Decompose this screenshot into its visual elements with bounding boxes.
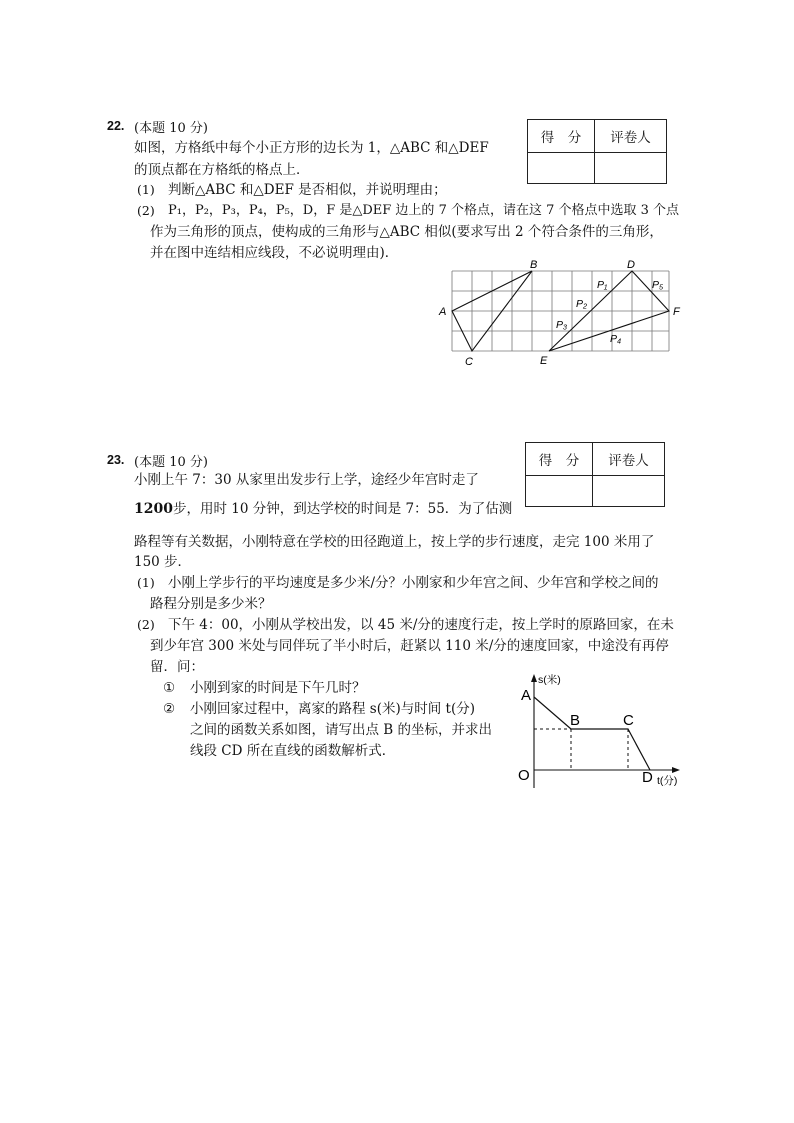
label-P4: P₄: [610, 333, 622, 345]
score-cell[interactable]: [526, 476, 593, 507]
label-A: A: [521, 687, 532, 704]
q23-number: 23.: [107, 453, 125, 467]
q22-intro-line1: 如图，方格纸中每个小正方形的边长为 1，△ABC 和△DEF: [134, 140, 489, 156]
q23-sub2-line2: 之间的函数关系如图，请写出点 B 的坐标，并求出: [190, 722, 493, 738]
label-B: B: [530, 259, 538, 271]
q23-sub2-line1: 小刚回家过程中，离家的路程 s(米)与时间 t(分): [190, 701, 476, 717]
q23-intro-line1: 小刚上午 7：30 从家里出发步行上学，途经少年宫时走了: [134, 472, 479, 488]
grid-lines: [452, 271, 669, 351]
q22-score-table: [527, 119, 667, 184]
grader-label: 评卷人: [595, 120, 667, 153]
grader-cell[interactable]: [595, 153, 667, 184]
label-C: C: [623, 712, 634, 729]
label-O: O: [518, 767, 530, 784]
label-F: F: [673, 306, 680, 318]
q23-intro-line4: 150 步．: [134, 554, 192, 570]
q23-part2-number: (2): [137, 617, 155, 632]
q23-intro-line2: [134, 500, 512, 518]
q23-sub2-line3: 线段 CD 所在直线的函数解析式．: [190, 743, 396, 759]
y-axis-arrow: [531, 674, 537, 682]
q22-part2-line2: 作为三角形的顶点，使构成的三角形与△ABC 相似(要求写出 2 个符合条件的三角形，: [150, 224, 663, 240]
label-P2: P₂: [576, 298, 588, 310]
grader-cell[interactable]: [593, 476, 665, 507]
q22-part1-number: (1): [137, 182, 155, 197]
q23-intro-line3: 路程等有关数据，小刚特意在学校的田径跑道上，按上学的步行速度，走完 100 米用了: [134, 534, 655, 550]
label-P3: P₃: [556, 319, 568, 331]
score-label: 得 分: [528, 120, 595, 153]
q23-score-table: [525, 442, 665, 507]
q23-points: (本题 10 分): [134, 455, 208, 470]
q23-part1-line2: 路程分别是多少米？: [150, 596, 272, 612]
q22-part2-line3: 并在图中连结相应线段，不必说明理由)．: [150, 245, 399, 261]
label-P1: P₁: [597, 279, 608, 291]
label-A: A: [439, 306, 447, 318]
q23-part2-line1: 下午 4：00，小刚从学校出发，以 45 米/分的速度行走，按上学时的原路回家，在未: [168, 617, 674, 633]
label-P5: P₅: [652, 279, 664, 291]
x-axis-arrow: [672, 767, 680, 773]
q22-part2-line1: P₁，P₂，P₃，P₄，P₅，D，F 是△DEF 边上的 7 个格点，请在这 7 个格点中选取 3 个点: [168, 203, 680, 218]
label-D: D: [642, 769, 653, 786]
label-E: E: [540, 355, 548, 367]
q22-points: (本题 10 分): [134, 121, 208, 136]
score-label: 得 分: [526, 443, 593, 476]
q23-part1-number: (1): [137, 575, 155, 590]
grader-label: 评卷人: [593, 443, 665, 476]
q23-sub1-number: ①: [163, 680, 176, 696]
q22-part1-text: 判断△ABC 和△DEF 是否相似，并说明理由；: [168, 182, 447, 198]
q23-intro-line2-rest: 步，用时 10 分钟，到达学校的时间是 7：55．为了估测: [172, 501, 513, 517]
q22-intro-line2: 的顶点都在方格纸的格点上．: [134, 162, 310, 178]
q23-steps-number: 1200: [134, 501, 173, 517]
q22-part2-number: (2): [137, 203, 155, 218]
q23-sub2-number: ②: [163, 701, 176, 717]
q23-part2-line2: 到少年宫 300 米处与同伴玩了半小时后，赶紧以 110 米/分的速度回家，中途没有再停: [150, 638, 669, 654]
q23-part2-line3: 留．问：: [150, 659, 204, 675]
q23-sub1-text: 小刚到家的时间是下午几时？: [190, 680, 366, 696]
y-axis-label: s(米): [538, 674, 561, 686]
q23-function-graph: [510, 668, 690, 793]
label-B: B: [570, 712, 581, 729]
label-C: C: [465, 356, 473, 368]
q22-number: 22.: [107, 119, 125, 133]
label-D: D: [627, 259, 635, 271]
x-axis-label: t(分): [657, 775, 678, 787]
q22-grid-figure: [430, 255, 690, 370]
q23-part1-line1: 小刚上学步行的平均速度是多少米/分？小刚家和少年宫之间、少年宫和学校之间的: [168, 575, 659, 591]
score-cell[interactable]: [528, 153, 595, 184]
graph-path-abcd: [534, 697, 650, 770]
